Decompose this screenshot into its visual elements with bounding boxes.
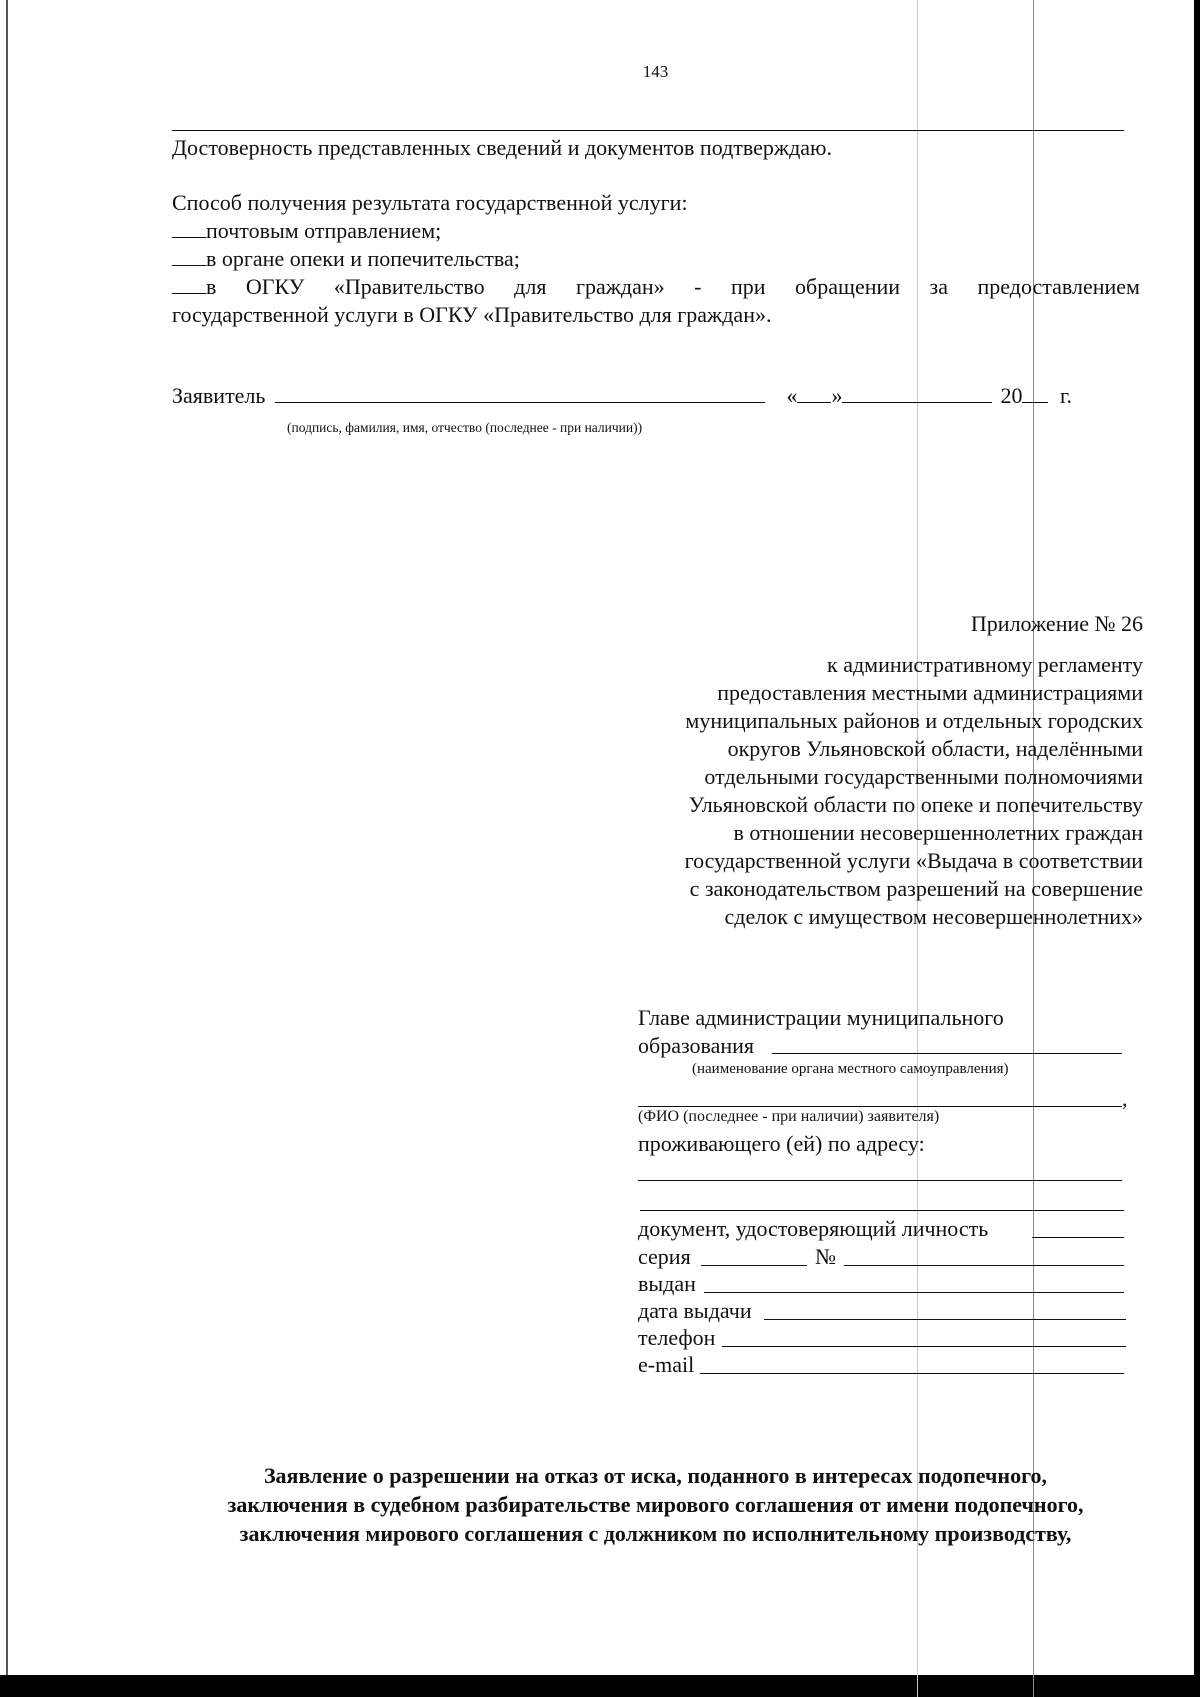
addressee-line2: образования (638, 1033, 755, 1058)
page-number: 143 (642, 62, 669, 81)
appendix-line: к административному регламенту (827, 652, 1143, 677)
statement-title-line: заключения в судебном разбирательстве мирового соглашения от имени подопечного, (227, 1492, 1084, 1517)
option-justified-line (172, 273, 1140, 301)
checkbox-blank[interactable] (172, 219, 206, 238)
option-label: в органе опеки и попечительства; (206, 246, 520, 271)
signature-field[interactable] (275, 384, 765, 403)
appendix-line: в отношении несовершеннолетних граждан (733, 820, 1143, 845)
scan-edge-bottom (0, 1675, 1200, 1697)
appendix-line: Ульяновской области по опеке и попечительству (688, 792, 1143, 817)
issued-label: выдан (638, 1271, 696, 1296)
option-label: почтовым отправлением; (206, 218, 442, 243)
appendix-line: предоставления местными администрациями (717, 680, 1143, 705)
scan-edge-right (1194, 0, 1200, 1697)
delivery-option-ogku-line2: государственной услуги в ОГКУ «Правительство для граждан». (172, 302, 772, 327)
appendix-line: сделок с имуществом несовершеннолетних» (724, 904, 1143, 929)
option-word: в (206, 274, 217, 299)
address-field-1[interactable] (638, 1180, 1122, 1181)
signature-caption: (подпись, фамилия, имя, отчество (последнее - при наличии)) (287, 420, 643, 435)
checkbox-blank[interactable] (172, 247, 206, 266)
scan-edge-left (6, 0, 8, 1697)
appendix-line: отдельными государственными полномочиями (704, 764, 1143, 789)
appendix-line: муниципальных районов и отдельных городских (685, 708, 1143, 733)
option-word: при (731, 274, 766, 299)
checkbox-blank[interactable] (172, 275, 206, 294)
option-word: - (694, 274, 702, 299)
appendix-text (685, 651, 1143, 931)
appendix-line: округов Ульяновской области, наделёнными (727, 736, 1143, 761)
delivery-option-guardianship (172, 245, 520, 273)
option-word: обращении (795, 274, 901, 299)
email-field[interactable] (700, 1373, 1124, 1374)
issued-field[interactable] (704, 1292, 1124, 1293)
quote-open: « (786, 383, 798, 408)
top-rule (172, 130, 1124, 131)
option-word: для (514, 274, 547, 299)
org-caption: (наименование органа местного самоуправления) (692, 1061, 1009, 1077)
statement-title-line: заключения мирового соглашения с должником по исполнительному производству, (239, 1521, 1072, 1546)
address-field-2[interactable] (640, 1210, 1124, 1211)
quote-close: » (831, 383, 843, 408)
option-word: предоставлением (977, 274, 1140, 299)
appendix-title: Приложение № 26 (970, 611, 1143, 636)
series-label: серия (638, 1244, 691, 1269)
appendix-line: государственной услуги «Выдача в соответствии (684, 848, 1143, 873)
residing-label: проживающего (ей) по адресу: (638, 1131, 925, 1156)
phone-field[interactable] (722, 1346, 1126, 1347)
comma: , (1122, 1086, 1128, 1111)
option-word: за (929, 274, 948, 299)
phone-label: телефон (638, 1325, 716, 1350)
confirmation-text: Достоверность представленных сведений и документов подтверждаю. (172, 135, 832, 160)
number-sign: № (815, 1244, 836, 1269)
statement-title (0, 1461, 1200, 1548)
option-word: «Правительство (333, 274, 485, 299)
statement-title-line: Заявление о разрешении на отказ от иска, поданного в интересах подопечного, (263, 1463, 1048, 1488)
month-field[interactable] (842, 384, 992, 403)
option-first-group (172, 273, 216, 301)
issue-date-field[interactable] (764, 1319, 1126, 1320)
delivery-heading: Способ получения результата государственной услуги: (172, 190, 688, 215)
applicant-label: Заявитель (172, 383, 266, 408)
fio-caption: (ФИО (последнее - при наличии) заявителя) (638, 1108, 940, 1125)
option-word: ОГКУ (245, 274, 305, 299)
id-document-field[interactable] (1032, 1237, 1124, 1238)
signature-row (172, 382, 1072, 410)
appendix-line: с законодательством разрешений на совершение (689, 876, 1143, 901)
option-word: граждан» (575, 274, 665, 299)
series-field[interactable] (701, 1265, 807, 1266)
year-prefix: 20 (1000, 383, 1023, 408)
issue-date-label: дата выдачи (638, 1298, 752, 1323)
series-row (638, 1243, 691, 1271)
day-field[interactable] (797, 384, 831, 403)
addressee-line1: Главе администрации муниципального (638, 1005, 1004, 1030)
email-label: e-mail (638, 1352, 695, 1377)
delivery-option-postal (172, 217, 441, 245)
year-field[interactable] (1022, 384, 1048, 403)
id-document-label: документ, удостоверяющий личность (638, 1216, 989, 1241)
fio-field[interactable] (638, 1106, 1122, 1107)
number-field[interactable] (844, 1265, 1124, 1266)
year-suffix: г. (1059, 383, 1073, 408)
municipality-field[interactable] (772, 1053, 1122, 1054)
delivery-option-ogku (172, 273, 1140, 301)
